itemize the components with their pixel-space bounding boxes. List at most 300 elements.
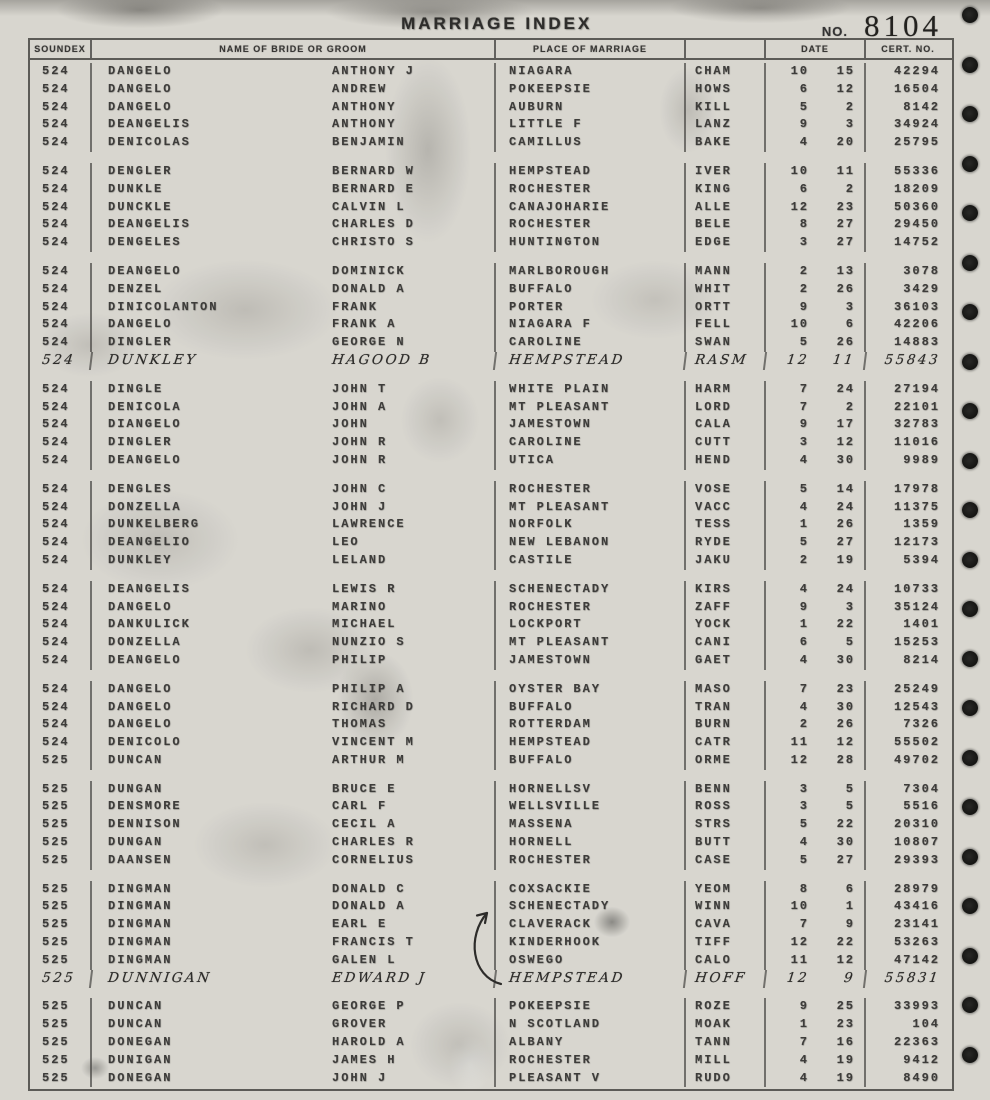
column-header-name: NAME OF BRIDE OR GROOM: [90, 40, 494, 58]
date-month-cell: 7: [764, 681, 814, 699]
table-row: [30, 299, 952, 317]
place-of-marriage-cell: LITTLE F: [494, 116, 684, 134]
soundex-cell: 524: [42, 335, 70, 350]
date-day-cell: 27: [836, 235, 855, 250]
surname-cell: DEANGELO: [90, 652, 322, 670]
soundex-cell: 525: [42, 1017, 70, 1032]
date-day-cell: 25: [836, 999, 855, 1014]
code-cell: ROSS: [684, 798, 764, 816]
table-row: [30, 1052, 952, 1070]
surname-cell: DUNNIGAN: [89, 970, 323, 988]
table-row: [30, 552, 952, 570]
date-month-cell: 2: [764, 552, 814, 570]
soundex-cell: 525: [42, 999, 70, 1014]
punch-hole-icon: [962, 1047, 978, 1063]
date-day-cell: 28: [836, 752, 855, 767]
given-name-cell: CHARLES R: [332, 835, 415, 850]
place-of-marriage-cell: POKEEPSIE: [494, 81, 684, 99]
date-day-cell: 12: [836, 735, 855, 750]
date-month-cell: 8: [764, 216, 814, 234]
cert-no-cell: 53263: [864, 934, 950, 952]
surname-cell: DINGMAN: [90, 881, 322, 899]
soundex-cell: 525: [42, 935, 70, 950]
given-name-cell: JOHN T: [332, 381, 388, 396]
date-month-cell: 5: [764, 534, 814, 552]
date-day-cell: 24: [836, 381, 855, 396]
cert-no-cell: 55502: [864, 734, 950, 752]
table-row: [30, 1070, 952, 1088]
given-name-cell: BENJAMIN: [332, 135, 406, 150]
soundex-cell: 524: [42, 181, 70, 196]
code-cell: MOAK: [684, 1016, 764, 1034]
place-of-marriage-cell: HORNELLSV: [494, 781, 684, 799]
given-name-cell: JOHN R: [332, 435, 388, 450]
date-month-cell: 11: [764, 952, 814, 970]
soundex-cell: 524: [42, 217, 70, 232]
cert-no-cell: 3078: [864, 263, 950, 281]
soundex-cell: 525: [42, 1052, 70, 1067]
code-cell: WINN: [684, 898, 764, 916]
soundex-cell: 525: [42, 752, 70, 767]
surname-cell: DANGELO: [90, 99, 322, 117]
soundex-cell: 524: [42, 499, 70, 514]
date-day-cell: 30: [836, 699, 855, 714]
place-of-marriage-cell: COXSACKIE: [494, 881, 684, 899]
date-day-cell: 5: [845, 781, 855, 796]
cert-no-cell: 20310: [864, 816, 950, 834]
cert-no-cell: 5516: [864, 798, 950, 816]
date-month-cell: 4: [764, 699, 814, 717]
row-group: [30, 581, 952, 670]
date-month-cell: 3: [764, 798, 814, 816]
cert-no-cell: 25249: [864, 681, 950, 699]
code-cell: CALO: [684, 952, 764, 970]
surname-cell: DENGLES: [90, 481, 322, 499]
code-cell: MILL: [684, 1052, 764, 1070]
date-day-cell: 5: [845, 635, 855, 650]
punch-hole-icon: [962, 799, 978, 815]
date-day-cell: 23: [836, 199, 855, 214]
surname-cell: DENICOLA: [90, 399, 322, 417]
place-of-marriage-cell: CASTILE: [494, 552, 684, 570]
soundex-cell: 524: [42, 381, 70, 396]
cert-no-cell: 55336: [864, 163, 950, 181]
punch-hole-icon: [962, 255, 978, 271]
given-name-cell: ANTHONY: [332, 117, 397, 132]
table-row: [30, 434, 952, 452]
date-month-cell: 9: [764, 416, 814, 434]
date-month-cell: 1: [764, 516, 814, 534]
cert-no-cell: 42206: [864, 316, 950, 334]
place-of-marriage-cell: PLEASANT V: [494, 1070, 684, 1088]
soundex-cell: 524: [42, 552, 70, 567]
date-day-cell: 27: [836, 535, 855, 550]
soundex-cell: 524: [42, 635, 70, 650]
date-month-cell: 9: [764, 998, 814, 1016]
given-name-cell: CECIL A: [332, 817, 397, 832]
date-day-cell: 30: [836, 652, 855, 667]
table-row: [30, 316, 952, 334]
date-month-cell: 5: [764, 816, 814, 834]
soundex-cell: 525: [42, 952, 70, 967]
date-day-cell: 23: [836, 681, 855, 696]
soundex-cell: 524: [42, 535, 70, 550]
date-day-cell: 12: [836, 952, 855, 967]
soundex-cell: 524: [42, 299, 70, 314]
date-month-cell: 12: [763, 970, 815, 988]
table-row: [30, 634, 952, 652]
soundex-cell: 524: [42, 735, 70, 750]
soundex-cell: 524: [42, 581, 70, 596]
soundex-cell: 524: [42, 117, 70, 132]
date-month-cell: 4: [764, 134, 814, 152]
table-row: [30, 263, 952, 281]
row-group: [30, 998, 952, 1087]
soundex-cell: 524: [42, 199, 70, 214]
soundex-cell: 524: [42, 599, 70, 614]
date-month-cell: 4: [764, 1052, 814, 1070]
soundex-cell: 524: [42, 517, 70, 532]
cert-no-cell: 33993: [864, 998, 950, 1016]
cert-no-cell: 22363: [864, 1034, 950, 1052]
place-of-marriage-cell: NEW LEBANON: [494, 534, 684, 552]
punch-hole-icon: [962, 552, 978, 568]
place-of-marriage-cell: NIAGARA F: [494, 316, 684, 334]
soundex-cell: 525: [42, 817, 70, 832]
index-table: [28, 38, 954, 1091]
soundex-cell: 524: [42, 699, 70, 714]
surname-cell: DUNCKLE: [90, 199, 322, 217]
cert-no-cell: 3429: [864, 281, 950, 299]
given-name-cell: DONALD C: [332, 881, 406, 896]
date-month-cell: 1: [764, 616, 814, 634]
soundex-cell: 525: [42, 917, 70, 932]
cert-no-cell: 11375: [864, 499, 950, 517]
date-month-cell: 10: [764, 63, 814, 81]
place-of-marriage-cell: HEMPSTEAD: [493, 970, 685, 988]
date-month-cell: 9: [764, 116, 814, 134]
date-month-cell: 4: [764, 581, 814, 599]
soundex-cell: 524: [42, 81, 70, 96]
table-row: [30, 499, 952, 517]
date-day-cell: 19: [836, 552, 855, 567]
code-cell: MANN: [684, 263, 764, 281]
column-header-row: [30, 40, 952, 60]
place-of-marriage-cell: SCHENECTADY: [494, 581, 684, 599]
place-of-marriage-cell: N SCOTLAND: [494, 1016, 684, 1034]
cert-no-cell: 14883: [864, 334, 950, 352]
cert-no-cell: 8142: [864, 99, 950, 117]
code-cell: ORME: [684, 752, 764, 770]
code-cell: TRAN: [684, 699, 764, 717]
table-row: [30, 881, 952, 899]
surname-cell: DEANGELIS: [90, 216, 322, 234]
cert-no-cell: 49702: [864, 752, 950, 770]
cert-no-cell: 35124: [864, 599, 950, 617]
date-month-cell: 3: [764, 234, 814, 252]
surname-cell: DENZEL: [90, 281, 322, 299]
surname-cell: DINGLER: [90, 434, 322, 452]
table-row: [30, 781, 952, 799]
surname-cell: DEANGELO: [90, 263, 322, 281]
surname-cell: DINICOLANTON: [90, 299, 322, 317]
cert-no-cell: 1359: [864, 516, 950, 534]
given-name-cell: FRANK: [332, 299, 379, 314]
table-body: [30, 60, 952, 1089]
code-cell: ALLE: [684, 199, 764, 217]
date-day-cell: 24: [836, 581, 855, 596]
date-month-cell: 6: [764, 181, 814, 199]
place-of-marriage-cell: MT PLEASANT: [494, 634, 684, 652]
punch-hole-icon: [962, 304, 978, 320]
code-cell: WHIT: [684, 281, 764, 299]
given-name-cell: CHARLES D: [332, 217, 415, 232]
code-cell: KING: [684, 181, 764, 199]
given-name-cell: PHILIP A: [332, 681, 406, 696]
given-name-cell: LELAND: [332, 552, 388, 567]
place-of-marriage-cell: HEMPSTEAD: [493, 352, 685, 370]
date-month-cell: 7: [764, 916, 814, 934]
place-of-marriage-cell: OSWEGO: [494, 952, 684, 970]
punch-hole-icon: [962, 997, 978, 1013]
date-day-cell: 11: [836, 163, 855, 178]
code-cell: MASO: [684, 681, 764, 699]
cert-no-cell: 17978: [864, 481, 950, 499]
soundex-cell: 524: [42, 717, 70, 732]
place-of-marriage-cell: MASSENA: [494, 816, 684, 834]
table-row: [30, 816, 952, 834]
date-month-cell: 12: [764, 934, 814, 952]
date-day-cell: 6: [845, 317, 855, 332]
given-name-cell: GEORGE P: [332, 999, 406, 1014]
cert-no-cell: 8214: [864, 652, 950, 670]
date-month-cell: 8: [764, 881, 814, 899]
date-month-cell: 5: [764, 99, 814, 117]
soundex-cell: 524: [42, 64, 70, 78]
cert-no-cell: 9412: [864, 1052, 950, 1070]
date-month-cell: 4: [764, 499, 814, 517]
given-name-cell: HAGOOD B: [331, 351, 433, 368]
code-cell: LANZ: [684, 116, 764, 134]
date-day-cell: 19: [836, 1052, 855, 1067]
code-cell: BELE: [684, 216, 764, 234]
table-row: [30, 134, 952, 152]
index-form: [28, 8, 954, 1091]
surname-cell: DANGELO: [90, 699, 322, 717]
surname-cell: DINGMAN: [90, 916, 322, 934]
place-of-marriage-cell: NIAGARA: [494, 63, 684, 81]
place-of-marriage-cell: OYSTER BAY: [494, 681, 684, 699]
soundex-cell: 524: [42, 617, 70, 632]
place-of-marriage-cell: JAMESTOWN: [494, 652, 684, 670]
cert-no-cell: 55831: [863, 970, 951, 988]
place-of-marriage-cell: LOCKPORT: [494, 616, 684, 634]
place-of-marriage-cell: MARLBOROUGH: [494, 263, 684, 281]
code-cell: CANI: [684, 634, 764, 652]
column-header-blank: [684, 40, 764, 58]
cert-no-cell: 1401: [864, 616, 950, 634]
code-cell: ORTT: [684, 299, 764, 317]
soundex-cell: 525: [42, 1035, 70, 1050]
surname-cell: DINGMAN: [90, 934, 322, 952]
surname-cell: DUNCAN: [90, 1016, 322, 1034]
surname-cell: DONEGAN: [90, 1034, 322, 1052]
surname-cell: DINGLE: [90, 381, 322, 399]
place-of-marriage-cell: ROCHESTER: [494, 181, 684, 199]
given-name-cell: ARTHUR M: [332, 752, 406, 767]
place-of-marriage-cell: CAROLINE: [494, 434, 684, 452]
soundex-cell: 525: [42, 799, 70, 814]
row-group: [30, 781, 952, 870]
place-of-marriage-cell: MT PLEASANT: [494, 399, 684, 417]
cert-no-cell: 18209: [864, 181, 950, 199]
surname-cell: DENICOLAS: [90, 134, 322, 152]
surname-cell: DANGELO: [90, 681, 322, 699]
place-of-marriage-cell: POKEEPSIE: [494, 998, 684, 1016]
place-of-marriage-cell: ROCHESTER: [494, 1052, 684, 1070]
given-name-cell: JOHN: [332, 417, 369, 432]
surname-cell: DUNKLEY: [89, 352, 323, 370]
date-day-cell: 22: [836, 935, 855, 950]
table-row: [30, 616, 952, 634]
table-row: [30, 599, 952, 617]
place-of-marriage-cell: UTICA: [494, 452, 684, 470]
place-of-marriage-cell: KINDERHOOK: [494, 934, 684, 952]
cert-no-cell: 22101: [864, 399, 950, 417]
cert-no-cell: 47142: [864, 952, 950, 970]
date-day-cell: 11: [831, 351, 857, 368]
given-name-cell: CARL F: [332, 799, 388, 814]
date-day-cell: 9: [843, 969, 857, 986]
given-name-cell: CALVIN L: [332, 199, 406, 214]
date-day-cell: 3: [845, 299, 855, 314]
date-day-cell: 14: [836, 481, 855, 496]
date-month-cell: 10: [764, 898, 814, 916]
table-row: [30, 216, 952, 234]
soundex-cell: 524: [42, 263, 70, 278]
table-row: [30, 181, 952, 199]
date-month-cell: 12: [764, 199, 814, 217]
date-month-cell: 1: [764, 1016, 814, 1034]
date-day-cell: 9: [845, 917, 855, 932]
punch-hole-icon: [962, 7, 978, 23]
soundex-cell: 525: [42, 899, 70, 914]
punch-hole-strip: [954, 0, 990, 1100]
code-cell: BURN: [684, 716, 764, 734]
table-row: [30, 534, 952, 552]
surname-cell: DENGLER: [90, 163, 322, 181]
place-of-marriage-cell: HUNTINGTON: [494, 234, 684, 252]
cert-no-cell: 34924: [864, 116, 950, 134]
given-name-cell: HAROLD A: [332, 1035, 406, 1050]
surname-cell: DANGELO: [90, 63, 322, 81]
date-month-cell: 4: [764, 834, 814, 852]
date-month-cell: 6: [764, 634, 814, 652]
soundex-cell: 524: [41, 351, 77, 368]
cert-no-cell: 12543: [864, 699, 950, 717]
cert-no-cell: 29450: [864, 216, 950, 234]
given-name-cell: JOHN C: [332, 481, 388, 496]
table-row: [30, 1016, 952, 1034]
page-number-label: NO.: [821, 24, 848, 39]
date-day-cell: 17: [836, 417, 855, 432]
table-row: [30, 352, 952, 370]
surname-cell: DANGELO: [90, 316, 322, 334]
place-of-marriage-cell: JAMESTOWN: [494, 416, 684, 434]
place-of-marriage-cell: BUFFALO: [494, 281, 684, 299]
cert-no-cell: 14752: [864, 234, 950, 252]
date-day-cell: 12: [836, 435, 855, 450]
table-row: [30, 516, 952, 534]
code-cell: RYDE: [684, 534, 764, 552]
punch-hole-icon: [962, 651, 978, 667]
punch-hole-icon: [962, 502, 978, 518]
soundex-cell: 524: [42, 681, 70, 696]
punch-hole-icon: [962, 849, 978, 865]
code-cell: CATR: [684, 734, 764, 752]
place-of-marriage-cell: HORNELL: [494, 834, 684, 852]
table-row: [30, 652, 952, 670]
given-name-cell: DOMINICK: [332, 263, 406, 278]
given-name-cell: VINCENT M: [332, 735, 415, 750]
date-month-cell: 4: [764, 1070, 814, 1088]
table-row: [30, 898, 952, 916]
date-month-cell: 9: [764, 299, 814, 317]
cert-no-cell: 9989: [864, 452, 950, 470]
date-month-cell: 10: [764, 316, 814, 334]
table-row: [30, 934, 952, 952]
soundex-cell: 525: [42, 835, 70, 850]
column-header-soundex: SOUNDEX: [34, 44, 86, 54]
date-day-cell: 22: [836, 617, 855, 632]
row-group: [30, 481, 952, 570]
cert-no-cell: 32783: [864, 416, 950, 434]
table-row: [30, 381, 952, 399]
date-day-cell: 24: [836, 499, 855, 514]
place-of-marriage-cell: CLAVERACK: [494, 916, 684, 934]
code-cell: CALA: [684, 416, 764, 434]
given-name-cell: JOHN J: [332, 499, 388, 514]
cert-no-cell: 50360: [864, 199, 950, 217]
row-group: [30, 881, 952, 988]
surname-cell: DEANGELO: [90, 452, 322, 470]
place-of-marriage-cell: ROCHESTER: [494, 481, 684, 499]
code-cell: RASM: [683, 352, 765, 370]
table-row: [30, 163, 952, 181]
date-day-cell: 3: [845, 599, 855, 614]
soundex-cell: 524: [42, 481, 70, 496]
place-of-marriage-cell: ROCHESTER: [494, 852, 684, 870]
table-row: [30, 399, 952, 417]
code-cell: HARM: [684, 381, 764, 399]
surname-cell: DONZELLA: [90, 499, 322, 517]
punch-hole-icon: [962, 156, 978, 172]
code-cell: ROZE: [684, 998, 764, 1016]
date-month-cell: 2: [764, 281, 814, 299]
cert-no-cell: 43416: [864, 898, 950, 916]
given-name-cell: GALEN L: [332, 952, 397, 967]
surname-cell: DUNIGAN: [90, 1052, 322, 1070]
date-month-cell: 6: [764, 81, 814, 99]
date-day-cell: 12: [836, 81, 855, 96]
given-name-cell: GEORGE N: [332, 335, 406, 350]
date-day-cell: 30: [836, 452, 855, 467]
cert-no-cell: 10807: [864, 834, 950, 852]
code-cell: JAKU: [684, 552, 764, 570]
cert-no-cell: 7304: [864, 781, 950, 799]
cert-no-cell: 36103: [864, 299, 950, 317]
table-row: [30, 416, 952, 434]
